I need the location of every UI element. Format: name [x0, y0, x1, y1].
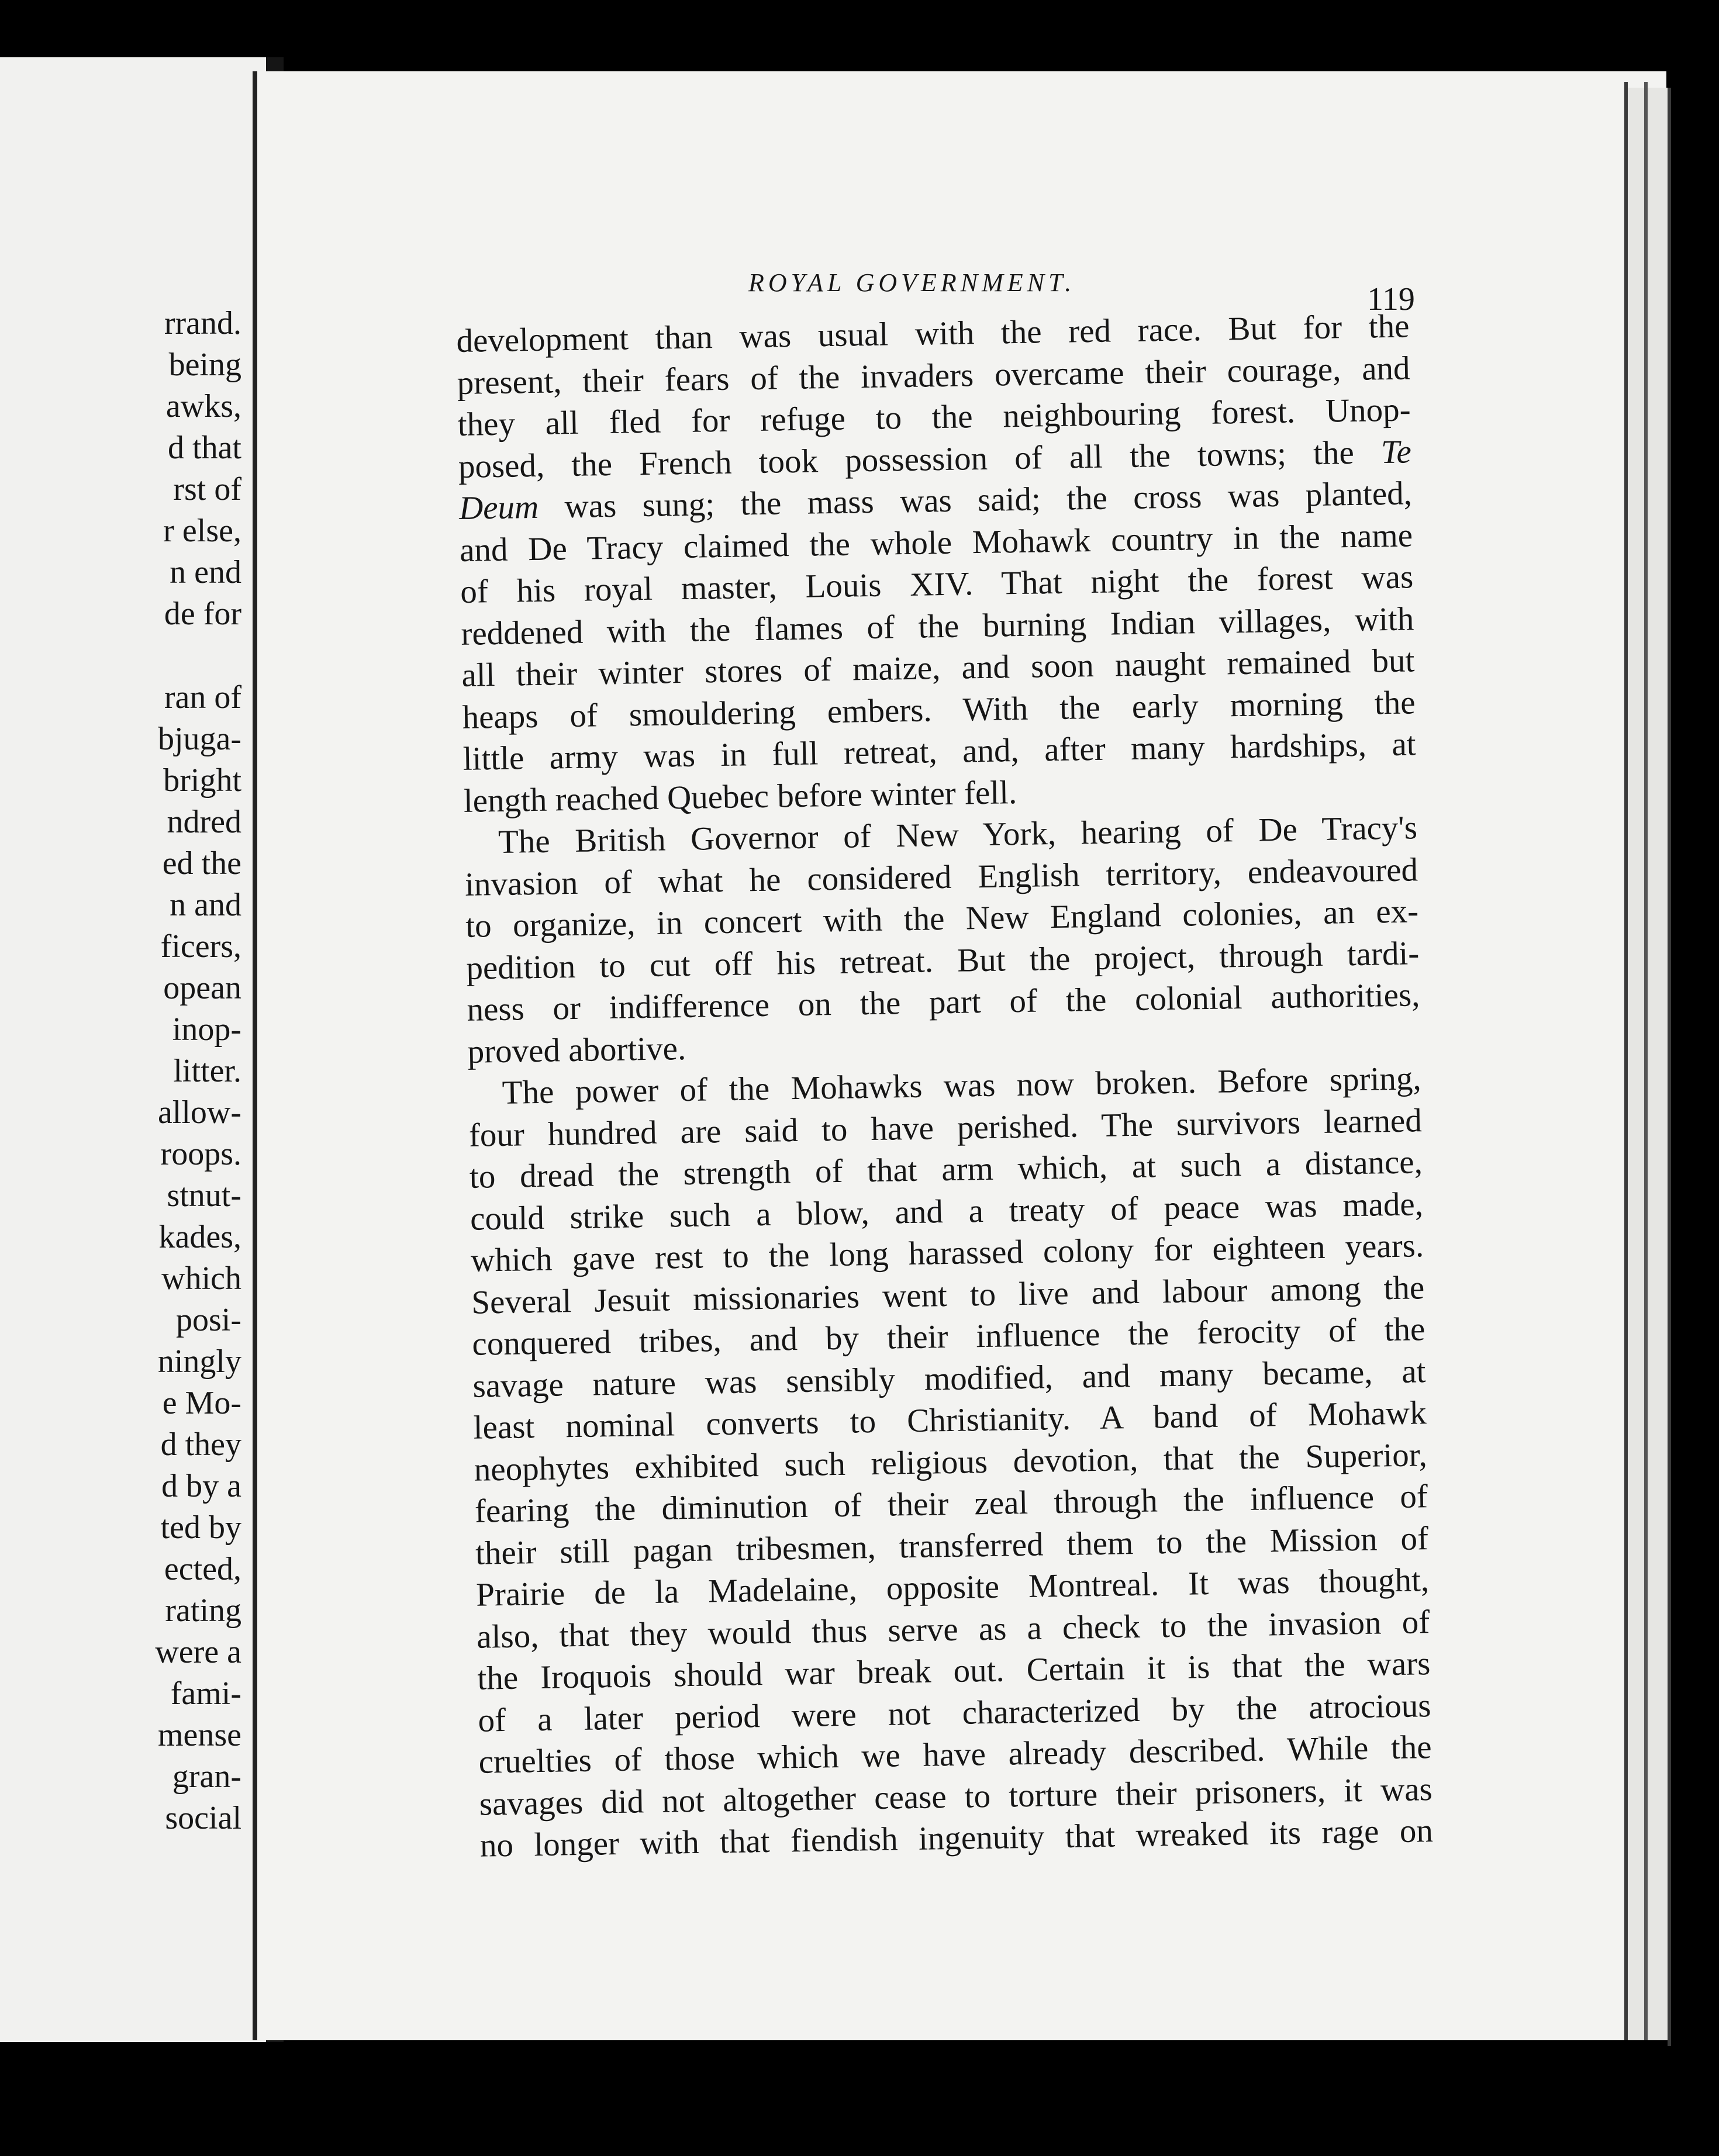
left-page-fragment: kades,	[158, 1219, 241, 1255]
text-line: heaps of smouldering embers. With the early morning the	[462, 683, 1416, 736]
page-edge-line	[1644, 82, 1648, 2040]
text-line: least nominal converts to Christianity. A band of Mohawk	[473, 1394, 1427, 1446]
text-line: of a later period were not characterized by the atrocious	[478, 1687, 1431, 1739]
text-line: neophytes exhibited such religious devotion, that the Superior,	[474, 1436, 1428, 1488]
left-page-fragment: litter.	[173, 1053, 241, 1089]
left-page-fragment: e Mo-	[162, 1385, 241, 1421]
left-page-fragment: fami-	[170, 1675, 241, 1712]
text-line: Prairie de la Madelaine, opposite Montreal. It was thought,	[475, 1561, 1430, 1613]
left-page-fragment: bright	[163, 762, 241, 799]
text-line: no longer with that fiendish ingenuity that wreaked its rage on	[479, 1812, 1434, 1864]
left-page-fragment: opean	[163, 970, 241, 1006]
left-page-fragment: being	[168, 347, 241, 383]
left-page-fragment: roops.	[160, 1136, 241, 1172]
text-line: development than was usual with the red race. But for the	[456, 307, 1410, 360]
left-page-fragment: gran-	[172, 1758, 241, 1795]
text-line: little army was in full retreat, and, after many hardships, at	[462, 725, 1417, 778]
text-line: four hundred are said to have perished. The survivors learned	[468, 1101, 1423, 1154]
text-line: the Iroquois should war break out. Certain it is that the wars	[477, 1645, 1431, 1697]
running-head: ROYAL GOVERNMENT.	[748, 268, 1076, 297]
text-line: pedition to cut off his retreat. But the project, through tardi-	[465, 934, 1420, 987]
left-page-fragment: d they	[160, 1426, 241, 1463]
left-page-fragment: allow-	[157, 1094, 241, 1131]
left-page-fragment: which	[161, 1260, 241, 1297]
left-page-fragment: rst of	[173, 471, 241, 507]
text-line: they all fled for refuge to the neighbouring forest. Unop-	[457, 391, 1411, 443]
page-number: 119	[1367, 281, 1415, 317]
left-page-fragment: r else,	[163, 513, 241, 549]
left-page-fragment: ed the	[162, 845, 241, 882]
text-line: Several Jesuit missionaries went to live and labour among the	[471, 1269, 1425, 1321]
text-line: Deum was sung; the mass was said; the cross was planted,	[458, 475, 1413, 527]
text-line: to organize, in concert with the New England colonies, an ex-	[465, 893, 1419, 945]
text-line: reddened with the flames of the burning Indian villages, with	[460, 600, 1414, 652]
left-page-fragment: ningly	[157, 1343, 241, 1380]
text-line: conquered tribes, and by their influence the ferocity of the	[472, 1311, 1425, 1363]
text-line: The power of the Mohawks was now broken. Before spring,	[502, 1060, 1422, 1111]
text-line: of his royal master, Louis XIV. That night the forest was	[460, 558, 1414, 610]
text-line: posed, the French took possession of all the towns; the Te	[458, 433, 1412, 485]
left-page-fragment: were a	[155, 1634, 241, 1670]
text-line: proved abortive.	[467, 1029, 686, 1070]
left-page-fragment: inop-	[172, 1011, 241, 1048]
text-line: to dread the strength of that arm which, at such a distance,	[469, 1143, 1423, 1196]
left-page-fragment: social	[165, 1800, 241, 1836]
left-page-fragment: posi-	[176, 1302, 241, 1338]
text-line: all their winter stores of maize, and soon naught remained but	[461, 642, 1415, 694]
page-edges	[1628, 88, 1669, 2040]
text-line: could strike such a blow, and a treaty of peace was made,	[470, 1185, 1424, 1238]
text-line: The British Governor of New York, hearing of De Tracy's	[498, 809, 1418, 861]
left-page-fragment: mense	[157, 1717, 241, 1753]
text-line: cruelties of those which we have already described. While the	[478, 1729, 1432, 1781]
left-page-fragment: ected,	[164, 1551, 241, 1587]
left-page-fragment: ndred	[167, 804, 241, 840]
text-line: ness or indifference on the part of the colonial authorities,	[467, 976, 1420, 1028]
left-page-fragment: ran of	[164, 679, 241, 716]
text-line: and De Tracy claimed the whole Mohawk country in the name	[459, 516, 1413, 569]
left-page-fragment: stnut-	[167, 1177, 241, 1214]
left-page-fragment: de for	[164, 596, 241, 632]
left-page-fragment: d by a	[161, 1468, 241, 1504]
text-line: fearing the diminution of their zeal through the influence of	[474, 1478, 1428, 1530]
text-line: which gave rest to the long harassed colony for eighteen years.	[470, 1227, 1424, 1279]
left-page-fragment: ficers,	[160, 928, 241, 965]
page-edge-line	[1668, 88, 1671, 2046]
page-edge-line	[1624, 82, 1628, 2040]
left-page	[0, 57, 266, 2042]
left-page-fragment: ted by	[160, 1509, 241, 1546]
body-text	[456, 305, 1433, 1867]
left-page-fragment: rrand.	[164, 305, 241, 341]
left-page-fragment: bjuga-	[157, 721, 241, 757]
text-line: also, that they would thus serve as a check to the invasion of	[476, 1603, 1430, 1656]
text-line: their still pagan tribesmen, transferred them to the Mission of	[475, 1519, 1429, 1572]
text-line: invasion of what he considered English territory, endeavoured	[464, 851, 1418, 903]
left-page-fragment: n and	[170, 887, 241, 923]
text-line: length reached Quebec before winter fell.	[463, 773, 1017, 820]
text-line: present, their fears of the invaders overcame their courage, and	[457, 349, 1410, 402]
text-line: savage nature was sensibly modified, and many became, at	[472, 1352, 1426, 1405]
left-page-fragment: awks,	[165, 388, 241, 424]
left-page-fragment: n end	[170, 554, 241, 590]
left-page-fragment: rating	[165, 1592, 241, 1629]
text-line: savages did not altogether cease to torture their prisoners, it was	[479, 1770, 1433, 1823]
left-page-fragment: d that	[168, 430, 241, 466]
